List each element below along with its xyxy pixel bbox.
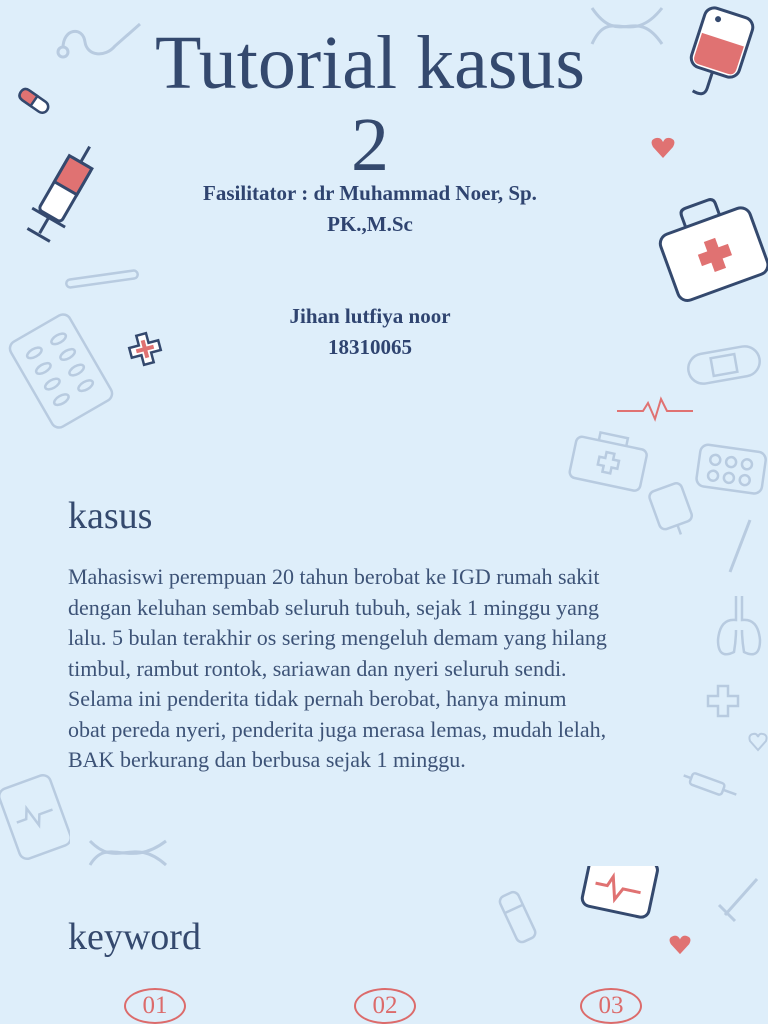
thermometer-icon xyxy=(720,516,760,576)
keyword-number-01: 01 xyxy=(124,988,186,1024)
thermometer-icon xyxy=(62,268,142,290)
author-id: 18310065 xyxy=(328,335,412,359)
thermometer-icon xyxy=(715,875,765,925)
keyword-heading: keyword xyxy=(68,916,201,958)
pill-blister-icon xyxy=(5,312,117,430)
keyword-number-02: 02 xyxy=(354,988,416,1024)
slide-title-line1: Tutorial kasus xyxy=(154,21,586,105)
slide-title xyxy=(0,22,740,186)
monitor-icon xyxy=(0,770,70,865)
medical-kit-icon xyxy=(565,425,655,495)
medical-cross-icon xyxy=(705,683,741,719)
case-heading: kasus xyxy=(68,495,153,537)
pill-blister-icon xyxy=(692,440,768,500)
case-line: timbul, rambut rontok, sariawan dan nyeri seluruh sendi. xyxy=(68,655,567,681)
medical-cross-icon xyxy=(126,330,164,368)
facilitator-line1: Fasilitator : dr Muhammad Noer, Sp. xyxy=(203,181,537,205)
heart-icon xyxy=(748,732,768,752)
monitor-icon xyxy=(576,866,660,920)
heartbeat-line-icon xyxy=(615,395,695,425)
facilitator-line2: PK.,M.Sc xyxy=(327,212,413,236)
medical-kit-icon xyxy=(655,180,768,315)
case-line: lalu. 5 bulan terakhir os sering mengeluh demam yang hilang xyxy=(68,625,607,650)
author-block xyxy=(220,301,520,363)
slide-title-line2: 2 xyxy=(351,103,389,187)
facilitator-text xyxy=(150,178,590,240)
case-line: Mahasiswi perempuan 20 tahun berobat ke IGD rumah sakit xyxy=(68,564,600,589)
stethoscope-icon xyxy=(710,590,768,665)
case-line: Selama ini penderita tidak pernah berobat, hanya minum xyxy=(68,686,567,711)
author-name: Jihan lutfiya noor xyxy=(289,304,451,328)
case-description xyxy=(68,562,708,776)
case-line: BAK berkurang dan berbusa sejak 1 minggu. xyxy=(68,747,466,772)
case-line: dengan keluhan sembab seluruh tubuh, sejak 1 minggu yang xyxy=(68,594,599,620)
case-line: obat pereda nyeri, penderita juga merasa lemas, mudah lelah, xyxy=(68,716,607,742)
heart-icon xyxy=(668,934,692,956)
keyword-number-03: 03 xyxy=(580,988,642,1024)
test-tube-icon xyxy=(496,888,540,948)
blood-bag-icon xyxy=(645,480,700,540)
dna-icon xyxy=(88,835,168,870)
bandage-icon xyxy=(684,344,764,386)
